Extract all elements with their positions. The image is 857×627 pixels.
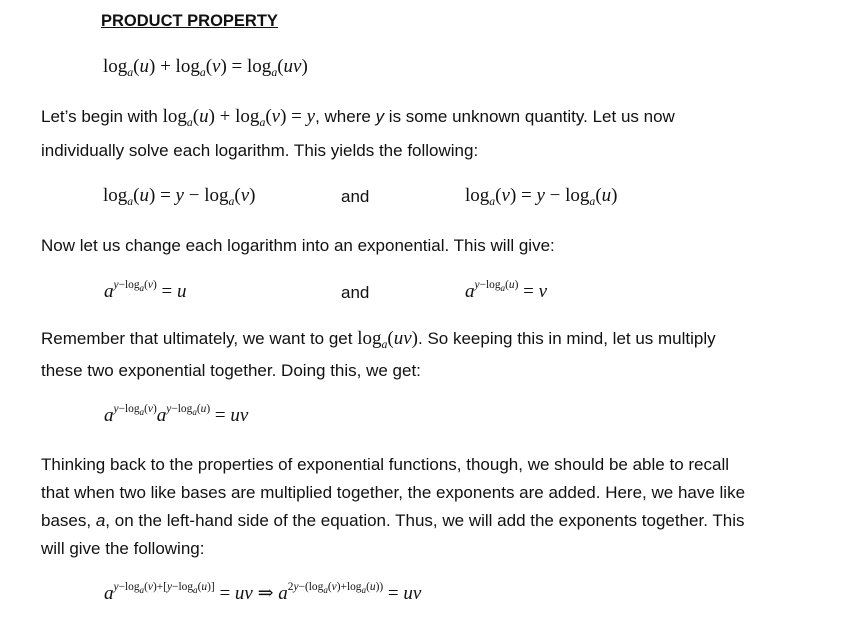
paragraph-exponential: Now let us change each logarithm into an exponential. This will give:	[41, 236, 555, 255]
paragraph-multiply-line1: Remember that ultimately, we want to get $\log_a(uv)$. So keeping this in mind, let us multiply	[41, 328, 716, 352]
combined-exponent-equation: $a^{y-log_a(v)+[y-log_a(u)]}$ = uv ⇒ $a^{2y-(log_a(v)+log_a(u))}$ = uv	[104, 581, 422, 604]
equation-log-u: $\log_a(u) = y - \log_a(v)$	[103, 185, 256, 209]
exponential-product: $a^{y-log_a(v)}a^{y-log_a(u)}$ = uv	[104, 403, 249, 426]
paragraph-properties-line3: bases, a, on the left-hand side of the equation. Thus, we will add the exponents together. This	[41, 511, 745, 530]
and-connector-2: and	[341, 283, 370, 302]
paragraph-multiply-line2: these two exponential together. Doing this, we get:	[41, 361, 421, 380]
and-connector-1: and	[341, 187, 370, 206]
product-property-formula: $\log_a(u) + \log_a(v) = \log_a(uv)$	[103, 56, 308, 80]
paragraph-properties-line2: that when two like bases are multiplied together, the exponents are added. Here, we have like	[41, 483, 746, 502]
log-uv-inline: $\log_a(uv)$	[357, 328, 418, 352]
page-title: PRODUCT PROPERTY	[101, 12, 278, 30]
paragraph-intro-line2: individually solve each logarithm. This yields the following:	[41, 141, 479, 160]
paragraph-properties-line1: Thinking back to the properties of exponential functions, though, we should be able to recall	[41, 455, 729, 474]
paragraph-properties-line4: will give the following:	[41, 539, 205, 558]
exponential-u: $a^{y-log_a(v)} = u$	[104, 279, 187, 302]
exponential-v: $a^{y-log_a(u)} = v$	[465, 279, 548, 302]
paragraph-intro-line1: Let’s begin with $\log_a(u) + \log_a(v) = y$, where y is some unknown quantity. Let us now	[41, 106, 675, 130]
equation-log-v: $\log_a(v) = y - \log_a(u)$	[465, 185, 618, 209]
paragraph-properties	[41, 451, 745, 563]
sum-equation-inline: $\log_a(u) + \log_a(v) = y$	[162, 106, 316, 130]
